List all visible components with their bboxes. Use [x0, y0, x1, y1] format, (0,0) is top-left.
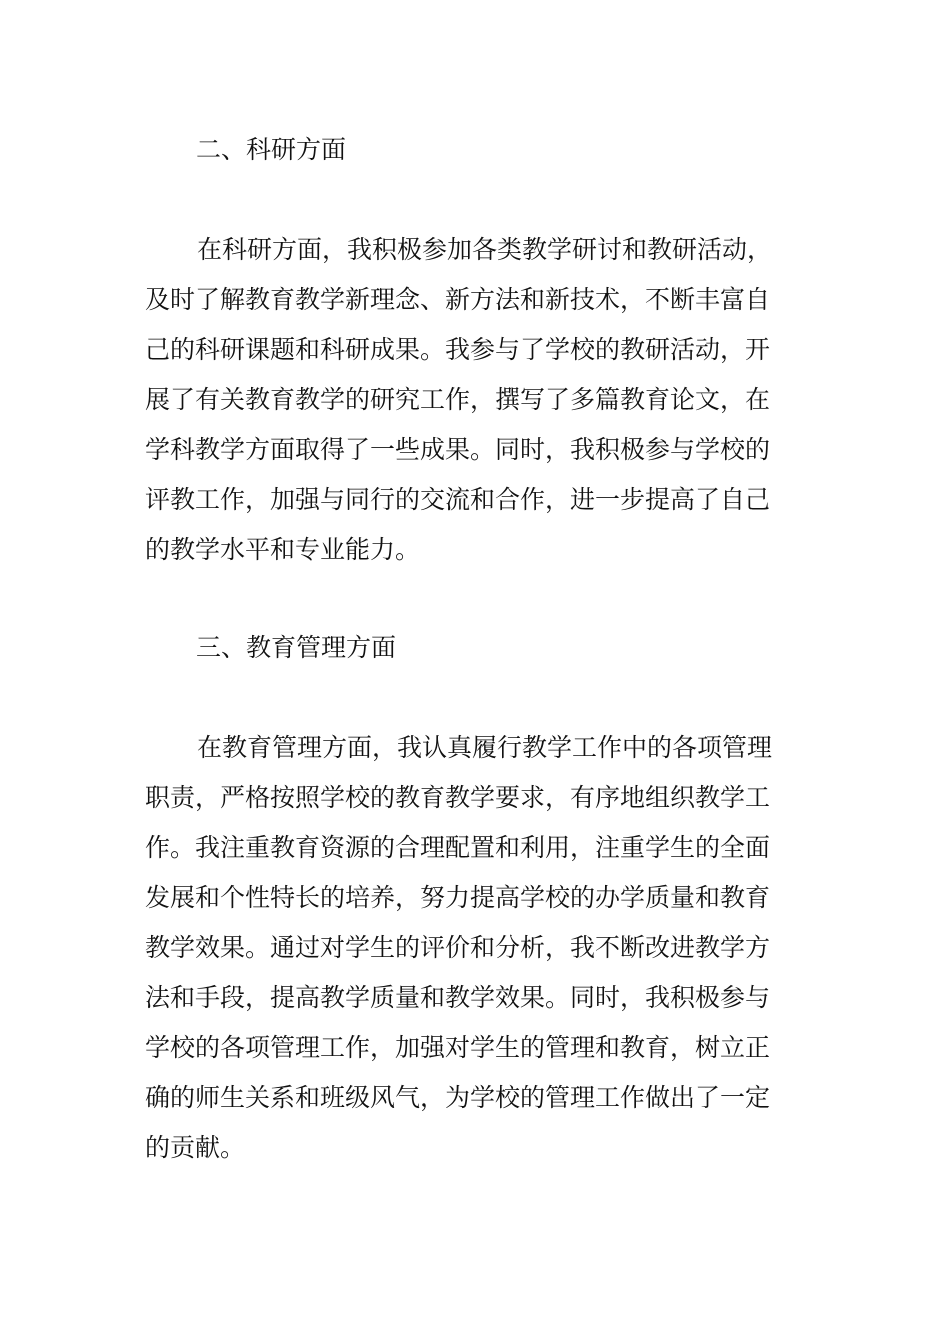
section-heading-research: 二、科研方面 [196, 135, 347, 164]
paragraph-research [145, 225, 825, 575]
paragraph-line: 展了有关教育教学的研究工作，撰写了多篇教育论文，在 [145, 385, 771, 414]
paragraph-line: 及时了解教育教学新理念、新方法和新技术，不断丰富自 [145, 285, 771, 314]
paragraph-line: 的教学水平和专业能力。 [145, 535, 421, 564]
paragraph-line: 评教工作，加强与同行的交流和合作，进一步提高了自己 [145, 485, 771, 514]
paragraph-line: 学校的各项管理工作，加强对学生的管理和教育，树立正 [145, 1033, 771, 1062]
paragraph-line: 的贡献。 [145, 1133, 246, 1162]
paragraph-line: 学科教学方面取得了一些成果。同时，我积极参与学校的 [145, 435, 771, 464]
paragraph-line: 在科研方面，我积极参加各类教学研讨和教研活动， [197, 235, 773, 264]
paragraph-education-management [145, 723, 825, 1173]
paragraph-line: 教学效果。通过对学生的评价和分析，我不断改进教学方 [145, 933, 771, 962]
paragraph-line: 确的师生关系和班级风气，为学校的管理工作做出了一定 [145, 1083, 771, 1112]
section-heading-education-management: 三、教育管理方面 [196, 633, 397, 662]
paragraph-line: 在教育管理方面，我认真履行教学工作中的各项管理 [197, 733, 773, 762]
paragraph-line: 作。我注重教育资源的合理配置和利用，注重学生的全面 [145, 833, 771, 862]
paragraph-line: 职责，严格按照学校的教育教学要求，有序地组织教学工 [145, 783, 771, 812]
paragraph-line: 发展和个性特长的培养，努力提高学校的办学质量和教育 [145, 883, 771, 912]
paragraph-line: 法和手段，提高教学质量和教学效果。同时，我积极参与 [145, 983, 771, 1012]
paragraph-line: 己的科研课题和科研成果。我参与了学校的教研活动，开 [145, 335, 771, 364]
